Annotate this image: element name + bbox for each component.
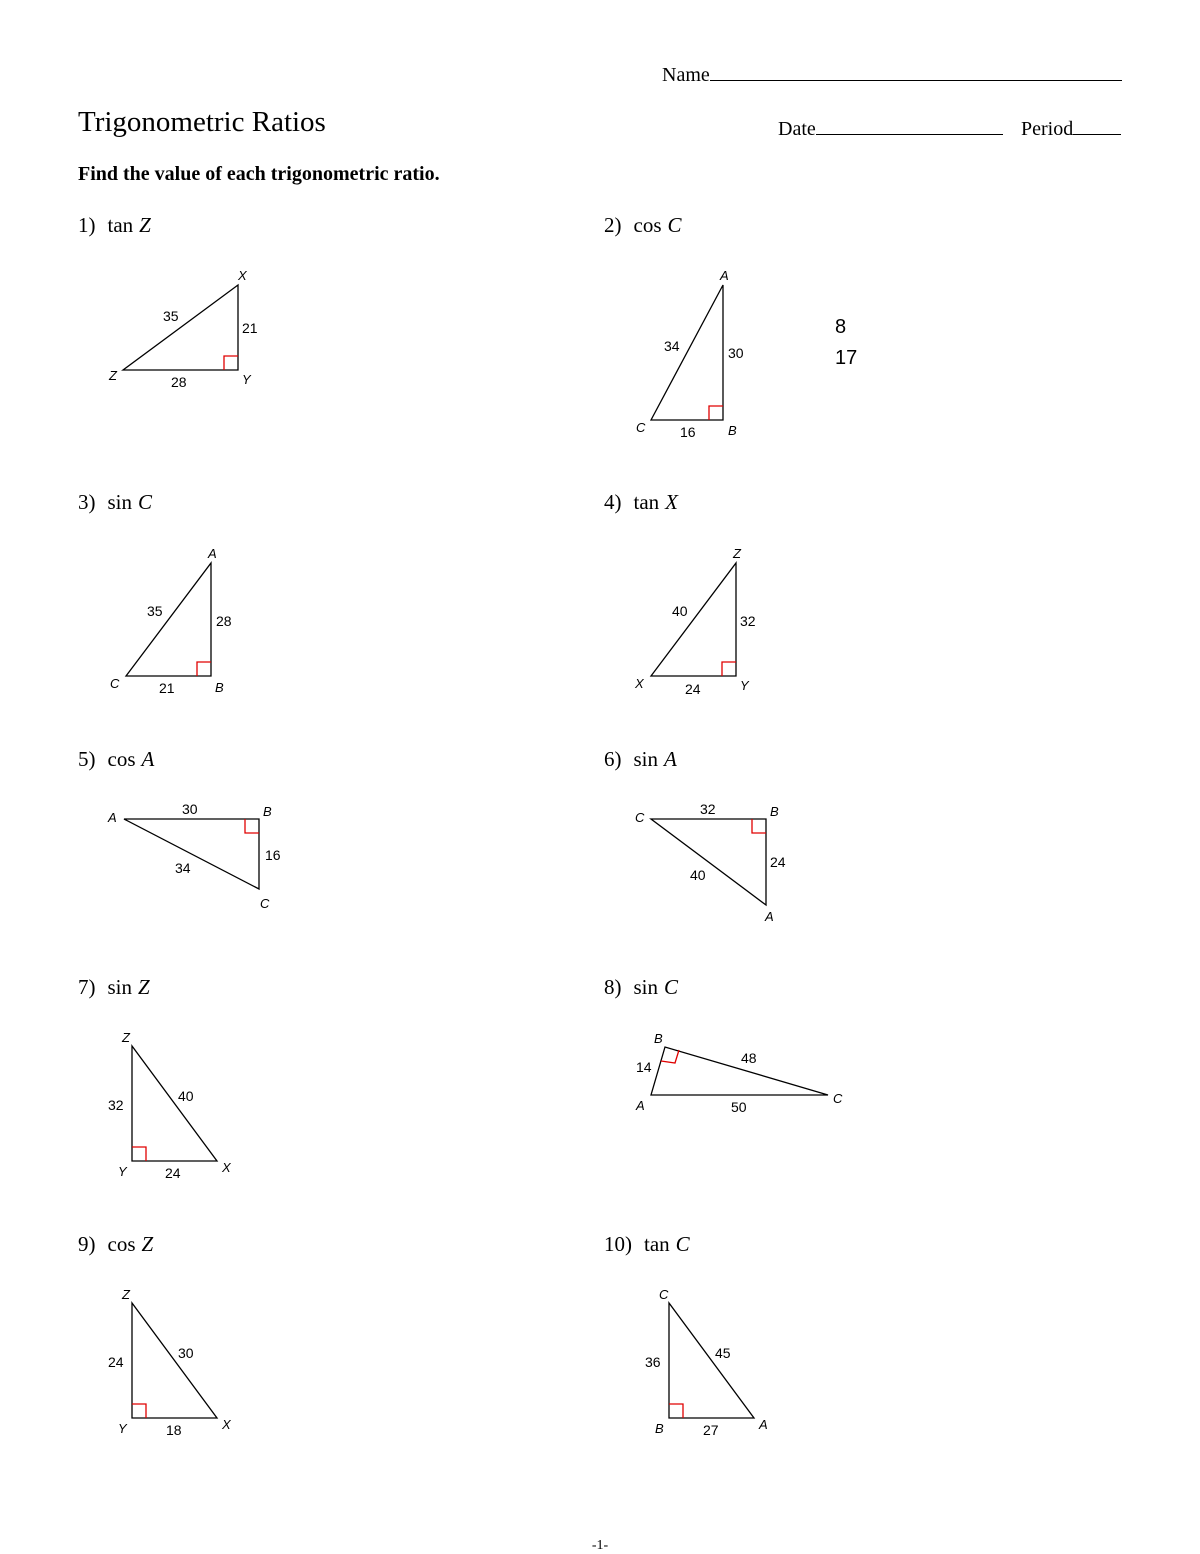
right-angle-marker-1 [224, 356, 238, 370]
side-length-label: 35 [163, 308, 179, 324]
vertex-label: X [222, 1160, 231, 1175]
vertex-label: C [833, 1091, 843, 1106]
vertex-label: Z [122, 1030, 130, 1045]
side-length-label: 34 [175, 860, 191, 876]
vertex-label: X [635, 676, 644, 691]
triangle-9 [132, 1303, 217, 1418]
side-length-label: 30 [178, 1345, 194, 1361]
period-label: Period [1021, 118, 1074, 140]
trig-function: sin [633, 747, 659, 771]
angle-variable: A [664, 747, 677, 771]
vertex-label: Y [740, 678, 749, 693]
angle-variable: Z [139, 213, 151, 237]
vertex-label: C [636, 420, 646, 435]
trig-function: tan [107, 213, 134, 237]
side-length-label: 45 [715, 1345, 731, 1361]
problem-number: 9) [78, 1232, 96, 1256]
problem-number: 4) [604, 490, 622, 514]
trig-function: sin [633, 975, 659, 999]
instructions: Find the value of each trigonometric ratio. [78, 163, 440, 185]
name-label: Name [662, 64, 710, 86]
triangle-7 [132, 1046, 217, 1161]
vertex-label: X [222, 1417, 231, 1432]
vertex-label: B [215, 680, 224, 695]
right-angle-marker-5 [245, 819, 259, 833]
side-length-label: 32 [700, 801, 716, 817]
vertex-label: B [728, 423, 737, 438]
angle-variable: C [667, 213, 682, 237]
side-length-label: 24 [108, 1354, 124, 1370]
vertex-label: A [765, 909, 774, 924]
vertex-label: Y [118, 1421, 127, 1436]
vertex-label: Z [109, 368, 117, 383]
vertex-label: B [770, 804, 779, 819]
side-length-label: 34 [664, 338, 680, 354]
vertex-label: Y [242, 372, 251, 387]
side-length-label: 30 [182, 801, 198, 817]
side-length-label: 35 [147, 603, 163, 619]
vertex-label: B [263, 804, 272, 819]
page-number: -1- [591, 1538, 609, 1553]
vertex-label: B [655, 1421, 664, 1436]
side-length-label: 14 [636, 1059, 652, 1075]
triangle-2 [651, 285, 723, 420]
right-angle-marker-4 [722, 662, 736, 676]
answer-numerator: 8 [835, 316, 847, 338]
side-length-label: 50 [731, 1099, 747, 1115]
side-length-label: 40 [178, 1088, 194, 1104]
vertex-label: A [108, 810, 117, 825]
angle-variable: Z [138, 975, 150, 999]
vertex-label: C [659, 1287, 669, 1302]
side-length-label: 24 [770, 854, 786, 870]
side-length-label: 16 [265, 847, 281, 863]
problem-number: 7) [78, 975, 96, 999]
right-angle-marker-9 [132, 1404, 146, 1418]
vertex-label: Y [118, 1164, 127, 1179]
side-length-label: 30 [728, 345, 744, 361]
right-angle-marker-2 [709, 406, 723, 420]
side-length-label: 48 [741, 1050, 757, 1066]
side-length-label: 21 [159, 680, 175, 696]
right-angle-marker-3 [197, 662, 211, 676]
vertex-label: C [635, 810, 645, 825]
right-angle-marker-7 [132, 1147, 146, 1161]
side-length-label: 18 [166, 1422, 182, 1438]
angle-variable: C [664, 975, 679, 999]
angle-variable: A [141, 747, 155, 771]
right-angle-marker-6 [752, 819, 766, 833]
side-length-label: 27 [703, 1422, 719, 1438]
vertex-label: Z [122, 1287, 130, 1302]
vertex-label: C [110, 676, 120, 691]
side-length-label: 32 [108, 1097, 124, 1113]
date-label: Date [778, 118, 816, 140]
trig-function: sin [107, 490, 133, 514]
vertex-label: A [720, 268, 729, 283]
vertex-label: A [759, 1417, 768, 1432]
angle-variable: C [675, 1232, 690, 1256]
side-length-label: 40 [672, 603, 688, 619]
vertex-label: B [654, 1031, 663, 1046]
angle-variable: X [665, 490, 678, 514]
triangle-1 [123, 285, 238, 370]
side-length-label: 32 [740, 613, 756, 629]
trig-function: cos [633, 213, 662, 237]
side-length-label: 24 [685, 681, 701, 697]
trig-function: tan [633, 490, 660, 514]
problem-number: 8) [604, 975, 622, 999]
side-length-label: 24 [165, 1165, 181, 1181]
problem-number: 3) [78, 490, 96, 514]
trig-function: cos [107, 1232, 136, 1256]
vertex-label: Z [733, 546, 741, 561]
triangle-10 [669, 1303, 754, 1418]
side-length-label: 28 [171, 374, 187, 390]
side-length-label: 40 [690, 867, 706, 883]
angle-variable: C [138, 490, 153, 514]
side-length-label: 16 [680, 424, 696, 440]
side-length-label: 21 [242, 320, 258, 336]
triangle-3 [126, 563, 211, 676]
problem-number: 2) [604, 213, 622, 237]
vertex-label: C [260, 896, 270, 911]
answer-denominator: 17 [835, 347, 858, 369]
vertex-label: X [238, 268, 247, 283]
problem-number: 5) [78, 747, 96, 771]
trig-function: cos [107, 747, 136, 771]
problem-number: 1) [78, 213, 96, 237]
side-length-label: 36 [645, 1354, 661, 1370]
angle-variable: Z [141, 1232, 154, 1256]
trig-function: sin [107, 975, 133, 999]
vertex-label: A [636, 1098, 645, 1113]
triangle-6 [651, 819, 766, 905]
problem-number: 6) [604, 747, 622, 771]
right-angle-marker-10 [669, 1404, 683, 1418]
triangle-5 [124, 819, 259, 889]
triangle-4 [651, 563, 736, 676]
problem-number: 10) [604, 1232, 632, 1256]
worksheet-title: Trigonometric Ratios [78, 106, 326, 138]
trig-function: tan [644, 1232, 670, 1256]
vertex-label: A [208, 546, 217, 561]
side-length-label: 28 [216, 613, 232, 629]
